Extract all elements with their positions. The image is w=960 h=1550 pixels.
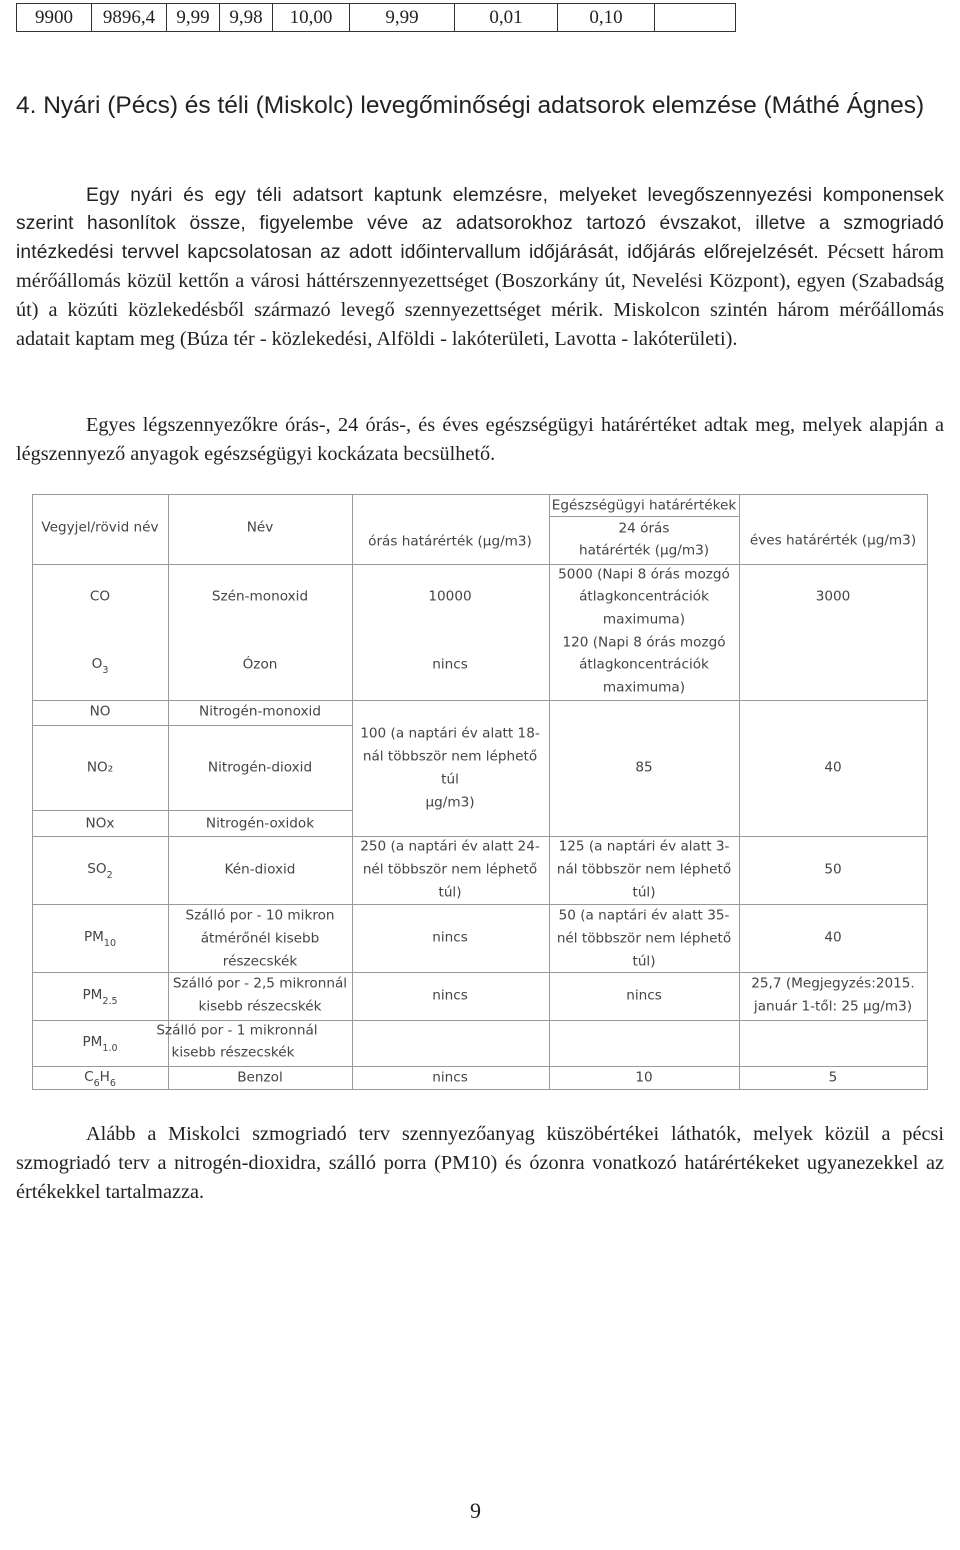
hourly-cell: nincs [432,1069,468,1086]
name-cell: kisebb részecskék [198,998,322,1015]
previous-table-fragment [16,3,736,32]
annual-cell: január 1-től: 25 µg/m3) [753,998,913,1015]
daily-cell: 85 [635,759,653,776]
table-cell: 9896,4 [92,4,167,32]
daily-cell: nincs [626,987,662,1004]
daily-cell: átlagkoncentrációk [579,588,709,605]
symbol-cell: $PM_{1.0}$ [82,1034,118,1054]
limit-values-table [32,494,928,1090]
symbol-cell: NO₂ [86,759,114,776]
section-heading: 4. Nyári (Pécs) és téli (Miskolc) levegőminőségi adatsorok elemzése (Máthé Ágnes) [16,92,925,119]
daily-cell: nál többször nem léphető [556,861,732,878]
symbol-cell: CO [89,588,111,605]
header-hourly: órás határérték (µg/m3) [368,533,532,550]
name-cell: Szálló por - 10 mikron [185,907,335,924]
hourly-cell: µg/m3) [425,794,475,811]
daily-cell: túl) [632,953,656,970]
header-group: Egészségügyi határértékek [551,497,737,514]
hourly-cell: nincs [432,656,468,673]
name-cell: Szálló por - 2,5 mikronnál [172,975,348,992]
paragraph-text: Alább a Miskolci szmogriadó terv szennyezőanyag küszöbértékei láthatók, melyek közül a pécsi szmogriadó terv a nitrogén-dioxidra, szálló porra (PM10) és ózonra vonatkozó határértékeket ugyanezekkel az értékekkel tartalmazza. [16,1123,944,1203]
annual-cell: 25,7 (Megjegyzés:2015. [751,975,915,992]
hourly-cell: 10000 [428,588,472,605]
table-cell: 9,99 [167,4,220,32]
daily-cell: túl) [632,884,656,901]
name-cell: Benzol [237,1069,283,1086]
paragraph [16,411,944,469]
header-symbol: Vegyjel/rövid név [41,519,159,536]
table-cell [655,4,736,32]
daily-cell: maximuma) [602,679,686,696]
header-annual: éves határérték (µg/m3) [749,532,917,549]
daily-cell: 10 [635,1069,653,1086]
name-cell: kisebb részecskék [171,1044,295,1061]
daily-cell: 120 (Napi 8 órás mozgó [562,634,726,651]
table-cell: 9900 [17,4,92,32]
header-daily: határérték (µg/m3) [578,542,710,559]
annual-cell: 40 [824,929,842,946]
table-cell: 9,98 [220,4,273,32]
name-cell: átmérőnél kisebb [200,930,320,947]
annual-cell: 3000 [815,588,851,605]
hourly-cell: túl) [438,884,462,901]
paragraph-text: Egyes légszennyezőkre órás-, 24 órás-, és éves egészségügyi határértéket adtak meg, melyek alapján a légszennyező anyagok egészségügyi kockázata becsülhető. [16,414,944,465]
name-cell: Ózon [242,656,278,673]
daily-cell: 5000 (Napi 8 órás mozgó [558,566,730,583]
daily-cell: 50 (a naptári év alatt 35- [558,907,730,924]
name-cell: Szálló por - 1 mikronnál [156,1022,318,1039]
table-cell: 9,99 [350,4,455,32]
symbol-cell: $C_6H_6$ [84,1069,116,1089]
daily-cell: átlagkoncentrációk [579,656,709,673]
annual-cell: 5 [828,1069,838,1086]
paragraph [16,182,944,354]
symbol-cell: $SO_2$ [87,861,113,881]
hourly-cell: 250 (a naptári év alatt 24- [360,838,540,855]
paragraph [16,1120,944,1207]
name-cell: Nitrogén-oxidok [205,815,315,832]
name-cell: részecskék [222,953,298,970]
hourly-cell: nincs [432,929,468,946]
table-cell: 0,10 [558,4,655,32]
name-cell: Kén-dioxid [224,861,296,878]
daily-cell: nél többször nem léphető [556,930,732,947]
symbol-cell: NO [89,703,111,720]
symbol-cell: $PM_{10}$ [83,929,117,949]
table-cell: 0,01 [455,4,558,32]
hourly-cell: nincs [432,987,468,1004]
hourly-cell: nál többször nem léphető [362,748,538,765]
symbol-cell: NOx [85,815,115,832]
annual-cell: 40 [824,759,842,776]
daily-cell: maximuma) [602,611,686,628]
hourly-cell: 100 (a naptári év alatt 18- [360,725,540,742]
annual-cell: 50 [824,861,842,878]
paragraph-text: Pécsett három mérőállomás közül kettőn a városi háttérszennyezettséget (Boszorkány út, Nevelési Központ), egyen (Szabadság út) a közúti közlekedésből származó levegő szennyezettséget mérik. Miskolcon szintén három mérőállomás adatait kaptam meg (Búza tér - közlekedési, Alföldi - lakóterületi, Lavotta - lakóterületi). [16,241,944,350]
daily-cell: 125 (a naptári év alatt 3- [558,838,730,855]
symbol-cell: $PM_{2.5}$ [82,987,118,1007]
paragraph-text: Egy nyári és egy téli adatsort kaptunk elemzésre, melyeket levegőszennyezési komponensek szerint hasonlítok össze, figyelembe véve az adatsorokhoz tartozó évszakot, illetve a szmogriadó intézkedési tervvel kapcsolatosan az adott időintervallum időjárását, időjárás előrejelzését. [16,185,944,263]
header-daily: 24 órás [618,520,670,537]
name-cell: Nitrogén-dioxid [207,759,313,776]
table-row [17,4,736,32]
symbol-cell: $O_3$ [91,656,109,676]
hourly-cell: nél többször nem léphető [362,861,538,878]
name-cell: Szén-monoxid [211,588,309,605]
hourly-cell: túl [441,771,459,788]
header-name: Név [246,519,274,536]
page-number: 9 [470,1498,481,1523]
table-cell: 10,00 [273,4,350,32]
name-cell: Nitrogén-monoxid [199,703,321,720]
